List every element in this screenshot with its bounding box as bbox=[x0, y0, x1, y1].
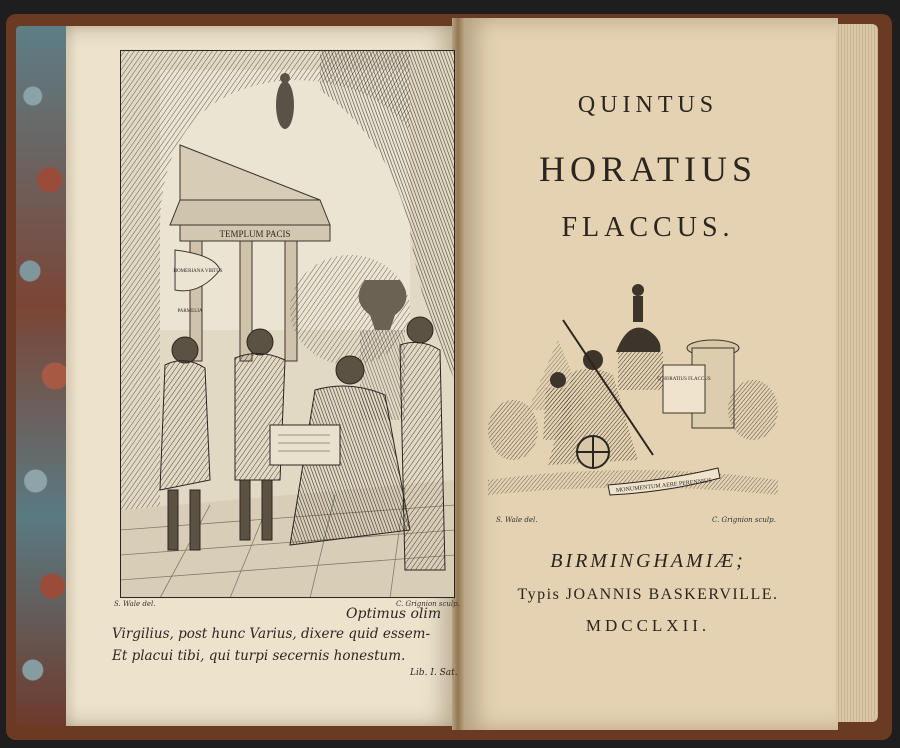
caption-line-1: Optimus olim bbox=[346, 606, 442, 622]
title-line-flaccus: FLACCUS. bbox=[561, 212, 735, 243]
frontispiece-credit-left: S. Wale del. bbox=[114, 600, 156, 608]
title-credit-left: S. Wale del. bbox=[496, 516, 538, 524]
caption-reference: Lib. I. Sat. bbox=[410, 668, 458, 678]
scroll-text-2: PARMELIA bbox=[177, 309, 203, 314]
title-line-horatius: HORATIUS bbox=[538, 149, 757, 189]
imprint-place: BIRMINGHAMIÆ; bbox=[550, 550, 746, 572]
page-edges bbox=[836, 24, 878, 722]
imprint-year: MDCCLXII. bbox=[585, 616, 711, 635]
frontispiece-engraving bbox=[120, 50, 455, 598]
marbled-endpaper bbox=[16, 26, 72, 726]
vignette-book-text: Q HORATIUS FLACCUS bbox=[657, 377, 711, 382]
frontispiece-credit-right: C. Grignion sculp. bbox=[396, 600, 460, 608]
title-line-quintus: QUINTUS bbox=[577, 92, 719, 118]
caption-line-2: Virgilius, post hunc Varius, dixere quid essem- bbox=[112, 626, 431, 642]
temple-inscription: TEMPLUM PACIS bbox=[219, 229, 291, 239]
scroll-text-1: HOMERIANA VIRTUS bbox=[173, 269, 223, 274]
caption-line-3: Et placui tibi, qui turpi secernis honestum. bbox=[112, 648, 406, 664]
vignette-ribbon-text: MONUMENTUM AERE PERENNIUS bbox=[615, 477, 713, 495]
imprint-printer: Typis JOANNIS BASKERVILLE. bbox=[517, 586, 779, 603]
title-vignette bbox=[488, 280, 778, 512]
title-credit-right: C. Grignion sculp. bbox=[712, 516, 776, 524]
